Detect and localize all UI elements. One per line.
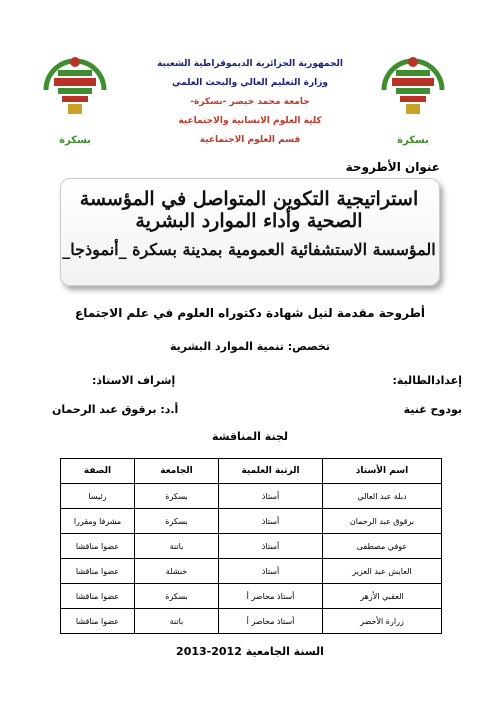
member-university: بسكرة <box>135 509 219 534</box>
member-role: عضوا مناقشا <box>61 559 135 584</box>
table-row <box>61 509 442 534</box>
supervisor-name: أ.د: برقوق عبد الرحمان <box>52 403 179 416</box>
committee-table <box>60 458 442 634</box>
table-row <box>61 584 442 609</box>
header-ministry: وزارة التعليم العالي والبحث العلمي <box>171 78 329 88</box>
member-rank: أستاذ <box>219 534 323 559</box>
header-university: جامعة محمد خيضر -بسكرة- <box>190 97 310 107</box>
committee-header-row <box>61 459 442 484</box>
member-name: برقوق عبد الرحمان <box>323 509 442 534</box>
thesis-label: عنوان الأطروحة <box>345 160 440 174</box>
table-row <box>61 609 442 634</box>
thesis-title-line1: استراتيجية التكوين المتواصل في المؤسسة الصحية وأداء الموارد البشرية <box>79 188 419 232</box>
member-name: العقبي الأزهر <box>323 584 442 609</box>
table-row <box>61 484 442 509</box>
member-name: زرارة الأخضر <box>323 609 442 634</box>
col-role-header: الصفة <box>61 459 135 484</box>
header-department: قسم العلوم الاجتماعية <box>199 135 301 145</box>
header-republic: الجمهورية الجزائرية الديموقراطية الشعبية <box>157 59 343 69</box>
member-role: عضوا مناقشا <box>61 609 135 634</box>
member-role: عضوا مناقشا <box>61 584 135 609</box>
student-name: بودوح غنية <box>403 403 462 416</box>
committee-title: لجنة المناقشة <box>211 430 288 443</box>
member-rank: أستاذ <box>219 559 323 584</box>
logo-left-caption: بسكرة <box>59 135 91 146</box>
member-role: عضوا مناقشا <box>61 534 135 559</box>
member-university: بسكرة <box>135 584 219 609</box>
header-faculty: كلية العلوم الانسانية والاجتماعية <box>178 116 322 126</box>
member-rank: أستاذ <box>219 509 323 534</box>
member-role: رئيسا <box>61 484 135 509</box>
col-rank-header: الرتبة العلمية <box>219 459 323 484</box>
academic-year: السنة الجامعية 2012-2013 <box>176 645 324 658</box>
member-name: العايش عبد العزيز <box>323 559 442 584</box>
supervisor-label: إشراف الاستاذ: <box>92 374 176 387</box>
thesis-title-line2: المؤسسة الاستشفائية العمومية بمدينة بسكرة _أنموذجا_ <box>62 240 436 259</box>
col-university-header: الجامعة <box>135 459 219 484</box>
logo-right-caption: بسكرة <box>397 135 429 146</box>
member-role: مشرفا ومقررا <box>61 509 135 534</box>
table-row <box>61 534 442 559</box>
university-logo-left <box>40 42 110 142</box>
university-logo-right <box>378 42 448 142</box>
member-university: باتنة <box>135 534 219 559</box>
member-university: خنشلة <box>135 559 219 584</box>
member-rank: أستاذ محاضر أ <box>219 584 323 609</box>
member-rank: أستاذ <box>219 484 323 509</box>
member-university: باتنة <box>135 609 219 634</box>
col-name-header: اسم الأستاذ <box>323 459 442 484</box>
specialty: تخصص: تنمية الموارد البشرية <box>169 340 331 353</box>
member-rank: أستاذ محاضر أ <box>219 609 323 634</box>
prepared-by-label: إعدادالطالبة: <box>392 374 462 387</box>
submission-statement: أطروحة مقدمة لنيل شهادة دكتوراه العلوم في علم الاجتماع <box>75 306 425 320</box>
member-name: دبلة عبد العالي <box>323 484 442 509</box>
table-row <box>61 559 442 584</box>
institution-header <box>140 55 360 150</box>
member-name: عوفي مصطفى <box>323 534 442 559</box>
member-university: بسكرة <box>135 484 219 509</box>
